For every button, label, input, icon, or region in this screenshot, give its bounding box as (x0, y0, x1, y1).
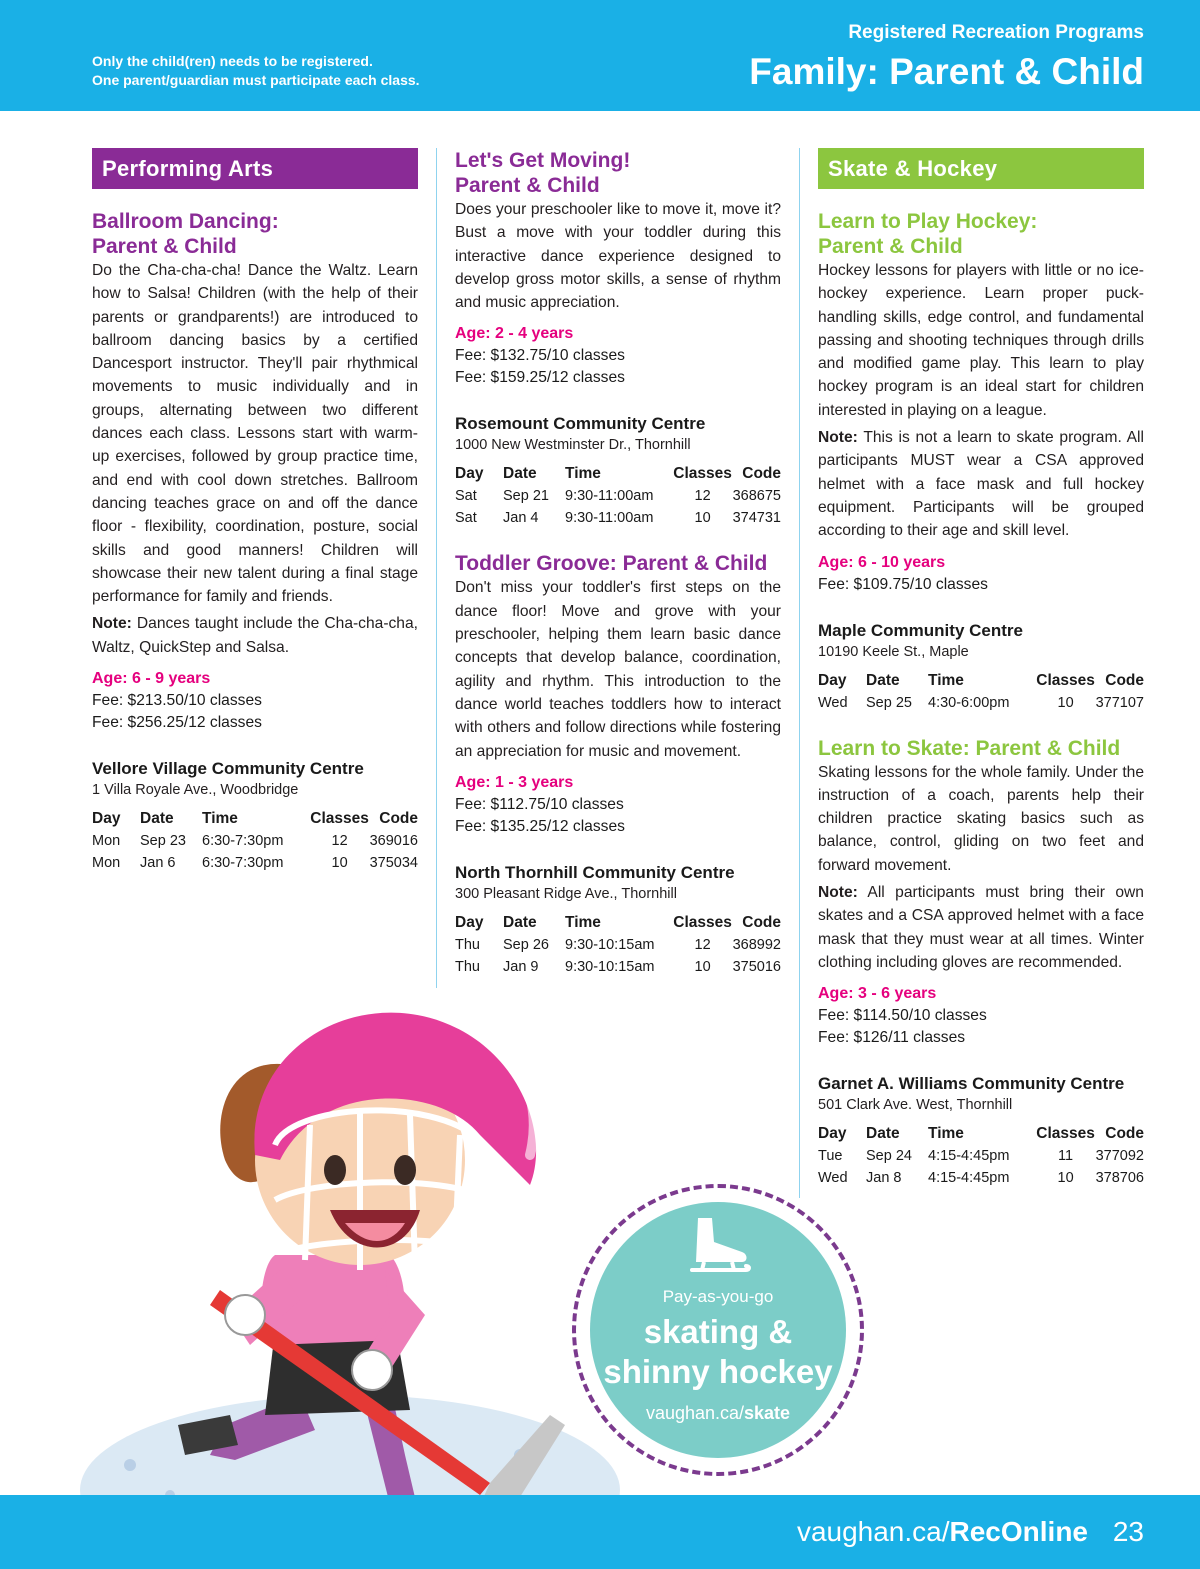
program-description: Do the Cha-cha-cha! Dance the Waltz. Learn how to Salsa! Children (with the help of their parents or grandparents!) are introduced to ballroom dancing basics by a certified Dancesport instructor. They'll pair rhythmical movements to music individually and in groups, alternating between two different dances each class. Lessons start with warm-up exercises, followed by group practice time, and end with cool down stretches. Ballroom dancing teaches grace on and off the dance floor - flexibility, coordination, posture, social skills and good manners! Children will showcase their new talent during a final stage performance for family and friends. (92, 262, 418, 606)
schedule-row (455, 956, 781, 978)
age-range: Age: 6 - 9 years (92, 670, 211, 688)
cell-day: Wed (818, 694, 848, 711)
cell-classes: 12 (694, 936, 711, 953)
schedule-row (818, 1167, 1144, 1189)
program-title-line: Learn to Play Hockey: (818, 210, 1038, 233)
venue-address: 1 Villa Royale Ave., Woodbridge (92, 782, 299, 799)
fee-line: Fee: $126/11 classes (818, 1029, 966, 1047)
cell-date: Jan 9 (503, 958, 539, 975)
col-header-date: Date (503, 913, 537, 931)
venue-address: 10190 Keele St., Maple (818, 643, 969, 660)
note-text: All participants must bring their own skates and a CSA approved helmet with a face mask that they must wear at all times. Winter clothing including gloves are recommended. (818, 884, 1144, 971)
cell-code: 374731 (732, 510, 781, 527)
note-label: Note: (818, 429, 858, 447)
program-note (92, 612, 418, 659)
age-range: Age: 6 - 10 years (818, 553, 946, 571)
footer-url-prefix: vaughan.ca/ (796, 1516, 950, 1547)
cell-date: Sep 23 (140, 833, 186, 850)
cell-time: 4:15-4:45pm (928, 1170, 1010, 1187)
cell-classes: 10 (1057, 1170, 1074, 1187)
cell-day: Thu (455, 958, 480, 975)
age-range: Age: 2 - 4 years (455, 325, 574, 343)
schedule-header-row (455, 463, 781, 485)
program-title (455, 148, 781, 198)
col-header-code: Code (1105, 1125, 1144, 1143)
cell-time: 4:15-4:45pm (928, 1148, 1010, 1165)
program-title-line: Parent & Child (92, 235, 237, 258)
skating-badge (590, 1202, 846, 1458)
cell-day: Thu (455, 936, 480, 953)
cell-code: 377107 (1095, 694, 1144, 711)
left-eye (324, 1155, 346, 1185)
venue-name: North Thornhill Community Centre (455, 862, 735, 882)
program-description: Skating lessons for the whole family. Under the instruction of a coach, parents help their children practice skating basics such as balance, control, gliding on two feet and forward movement. (818, 763, 1144, 874)
registration-note (92, 52, 420, 90)
column-performing-arts (92, 148, 418, 874)
fee-line: Fee: $256.25/12 classes (92, 714, 262, 732)
badge-url-bold: skate (744, 1403, 791, 1423)
badge-headline-line: skating & (643, 1313, 793, 1350)
registration-note-line2: One parent/guardian must participate each class. (92, 72, 420, 88)
col-header-time: Time (565, 913, 601, 931)
age-range: Age: 3 - 6 years (818, 985, 937, 1003)
cell-classes: 12 (331, 833, 348, 850)
schedule-table (455, 463, 781, 529)
fee-line: Fee: $109.75/10 classes (818, 575, 988, 593)
right-eye (394, 1155, 416, 1185)
cell-classes: 10 (331, 855, 348, 872)
program-title-line: Let's Get Moving! (455, 149, 631, 172)
col-header-date: Date (140, 810, 174, 828)
cell-date: Jan 8 (866, 1170, 902, 1187)
venue-address: 501 Clark Ave. West, Thornhill (818, 1097, 1013, 1114)
venue-address: 1000 New Westminster Dr., Thornhill (455, 437, 691, 454)
page-number: 23 (1112, 1516, 1144, 1547)
cell-time: 6:30-7:30pm (202, 833, 284, 850)
column-skate-hockey (818, 148, 1144, 1189)
schedule-row (455, 507, 781, 529)
spacer (818, 714, 1144, 736)
fee-line: Fee: $159.25/12 classes (455, 369, 625, 387)
schedule-header-row (92, 808, 418, 830)
note-label: Note: (92, 615, 132, 633)
program-note (818, 881, 1144, 974)
program-title: Toddler Groove: Parent & Child (455, 552, 768, 576)
schedule-header-row (818, 670, 1144, 692)
hockey-girl-illustration (60, 985, 620, 1569)
col-header-date: Date (503, 465, 537, 483)
note-label: Note: (818, 884, 858, 902)
cell-date: Sep 24 (866, 1148, 912, 1165)
col-header-day: Day (818, 1125, 847, 1143)
cell-classes: 11 (1058, 1148, 1074, 1165)
schedule-row (92, 852, 418, 874)
cell-date: Sep 21 (503, 488, 549, 505)
cell-code: 375016 (732, 958, 781, 975)
col-header-day: Day (455, 913, 484, 931)
footer-url-link[interactable] (797, 1515, 1088, 1549)
program-description: Hockey lessons for players with little or no ice-hockey experience. Learn proper puck-handling skills, edge control, and fundamental passing and shooting techniques through drills and modified game play. This learn to play hockey program is an ideal start for children interested in playing on a league. (818, 262, 1144, 419)
note-text: Dances taught include the Cha-cha-cha, Waltz, QuickStep and Salsa. (92, 615, 418, 656)
col-header-date: Date (866, 1125, 900, 1143)
cell-date: Sep 25 (866, 694, 912, 711)
age-range: Age: 1 - 3 years (455, 773, 574, 791)
fee-line: Fee: $213.50/10 classes (92, 692, 262, 710)
column-dance (455, 148, 781, 978)
cell-day: Mon (92, 855, 121, 872)
badge-headline (590, 1312, 846, 1392)
col-header-date: Date (866, 671, 900, 689)
cell-time: 9:30-10:15am (565, 958, 655, 975)
venue-name: Vellore Village Community Centre (92, 759, 364, 779)
program-description: Does your preschooler like to move it, move it? Bust a move with your toddler during this interactive dance experience designed to develop gross motor skills, a sense of rhythm and music appreciation. (455, 201, 781, 312)
footer-url-bold: RecOnline (949, 1516, 1088, 1547)
header-titles (749, 20, 1144, 94)
cell-day: Wed (818, 1170, 848, 1187)
program-title-line: Parent & Child (818, 235, 963, 258)
section-eyebrow: Registered Recreation Programs (848, 22, 1144, 43)
cell-date: Jan 4 (503, 510, 539, 527)
venue-address: 300 Pleasant Ridge Ave., Thornhill (455, 885, 677, 902)
schedule-header-row (455, 912, 781, 934)
program-title-line: Ballroom Dancing: (92, 210, 279, 233)
spacer (455, 529, 781, 551)
cell-code: 368992 (732, 936, 781, 953)
col-header-time: Time (202, 810, 238, 828)
cell-time: 9:30-11:00am (565, 488, 654, 505)
cell-code: 368675 (732, 488, 781, 505)
col-header-classes: Classes (673, 465, 732, 483)
schedule-row (455, 934, 781, 956)
program-title (92, 209, 418, 259)
venue-name: Rosemount Community Centre (455, 414, 706, 434)
col-header-code: Code (1105, 671, 1144, 689)
cell-classes: 10 (1057, 694, 1074, 711)
cell-day: Mon (92, 833, 121, 850)
schedule-header-row (818, 1123, 1144, 1145)
cell-day: Tue (818, 1148, 843, 1165)
col-header-time: Time (565, 465, 601, 483)
col-header-classes: Classes (1036, 671, 1095, 689)
cell-code: 378706 (1095, 1170, 1144, 1187)
program-description: Don't miss your toddler's first steps on the dance floor! Move and grove with your preschooler, helping them learn basic dance concepts that develop balance, coordination, agility and rhythm. This introduction to the dance world teaches toddlers how to interact with others and follow directions while fostering an appreciation for music and movement. (455, 579, 781, 760)
cell-time: 4:30-6:00pm (928, 694, 1010, 711)
badge-tagline: Pay-as-you-go (662, 1287, 774, 1306)
left-glove (225, 1295, 265, 1335)
col-header-code: Code (742, 465, 781, 483)
col-header-classes: Classes (310, 810, 369, 828)
category-banner-skate-hockey: Skate & Hockey (818, 148, 1144, 189)
cell-date: Sep 26 (503, 936, 549, 953)
venue-name: Garnet A. Williams Community Centre (818, 1074, 1125, 1094)
column-divider (799, 148, 800, 1198)
column-divider (436, 148, 437, 988)
cell-classes: 10 (694, 510, 711, 527)
col-header-day: Day (818, 671, 847, 689)
note-text: This is not a learn to skate program. All participants MUST wear a CSA approved helmet with a face mask and full hockey equipment. Participants will be grouped according to their age and skill level. (818, 429, 1144, 540)
cell-time: 6:30-7:30pm (202, 855, 284, 872)
category-banner-performing-arts: Performing Arts (92, 148, 418, 189)
right-glove (352, 1350, 392, 1390)
col-header-code: Code (379, 810, 418, 828)
schedule-table (92, 808, 418, 874)
col-header-classes: Classes (1036, 1125, 1095, 1143)
venue-name: Maple Community Centre (818, 620, 1023, 640)
cell-day: Sat (455, 510, 477, 527)
col-header-time: Time (928, 671, 964, 689)
schedule-row (92, 830, 418, 852)
program-title: Learn to Skate: Parent & Child (818, 736, 1121, 760)
fee-line: Fee: $132.75/10 classes (455, 347, 625, 365)
col-header-time: Time (928, 1125, 964, 1143)
cell-code: 369016 (369, 833, 418, 850)
program-title-line: Parent & Child (455, 174, 600, 197)
schedule-table (455, 912, 781, 978)
schedule-row (455, 485, 781, 507)
cell-date: Jan 6 (140, 855, 176, 872)
registration-note-line1: Only the child(ren) needs to be registered. (92, 53, 373, 69)
cell-classes: 10 (694, 958, 711, 975)
page-title: Family: Parent & Child (749, 51, 1144, 92)
schedule-row (818, 692, 1144, 714)
cell-time: 9:30-10:15am (565, 936, 655, 953)
col-header-classes: Classes (673, 913, 732, 931)
cell-time: 9:30-11:00am (565, 510, 654, 527)
schedule-table (818, 1123, 1144, 1189)
program-title (818, 209, 1144, 259)
fee-line: Fee: $135.25/12 classes (455, 817, 625, 835)
badge-url-prefix: vaughan.ca/ (645, 1403, 745, 1423)
col-header-code: Code (742, 913, 781, 931)
schedule-row (818, 1145, 1144, 1167)
col-header-day: Day (455, 465, 484, 483)
col-header-day: Day (92, 810, 121, 828)
cell-code: 377092 (1095, 1148, 1144, 1165)
fee-line: Fee: $114.50/10 classes (818, 1007, 987, 1025)
badge-headline-line: shinny hockey (603, 1353, 833, 1390)
fee-line: Fee: $112.75/10 classes (455, 795, 624, 813)
cell-code: 375034 (369, 855, 418, 872)
cell-classes: 12 (694, 488, 711, 505)
badge-url-link[interactable] (590, 1402, 846, 1424)
ice-skate-icon (684, 1214, 754, 1278)
schedule-table (818, 670, 1144, 714)
cell-day: Sat (455, 488, 477, 505)
program-note (818, 426, 1144, 542)
